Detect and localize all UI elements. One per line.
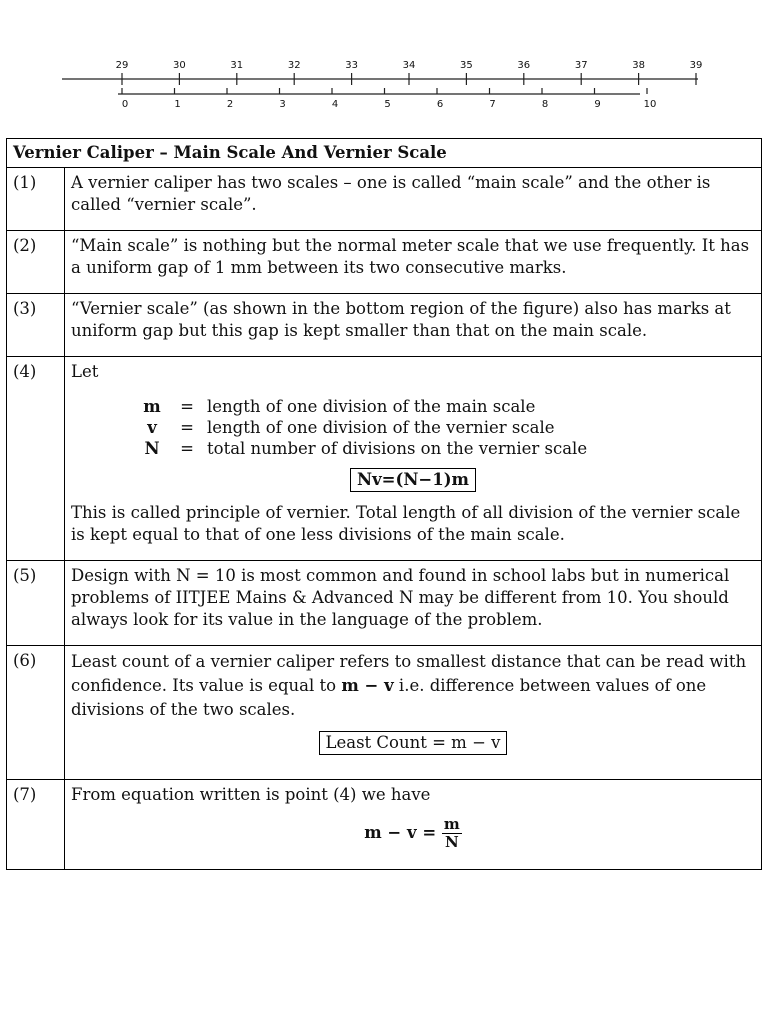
- vernier-principle-formula: Nv=(N−1)m: [350, 468, 476, 492]
- fraction: [442, 816, 462, 851]
- least-count-formula: Least Count = m − v: [319, 731, 508, 755]
- row-text: From equation written is point (4) we have: [71, 785, 431, 804]
- vernier-scale-label: 7: [489, 99, 496, 110]
- main-scale-label: 37: [574, 60, 588, 71]
- definition-equals: =: [180, 397, 194, 416]
- definition-row: [137, 438, 755, 459]
- table-row: [7, 357, 762, 561]
- row-number: (3): [7, 294, 65, 357]
- definition-equals: =: [180, 439, 194, 458]
- definition-text: total number of divisions on the vernier scale: [207, 439, 588, 458]
- row-text: This is called principle of vernier. Total length of all division of the vernier scale is kept equal to that of one less divisions of the main scale.: [71, 503, 741, 544]
- vernier-scale-label: 6: [436, 99, 444, 110]
- let-text: Let: [71, 362, 99, 381]
- vernier-scale-label: 5: [384, 99, 391, 110]
- row-text-continued: i.e. difference between values of one divisions of the two scales.: [71, 676, 707, 719]
- row-number: (1): [7, 168, 65, 231]
- main-scale-label: 29: [115, 60, 129, 71]
- vernier-scale-figure: [0, 0, 768, 130]
- main-scale-label: 31: [230, 60, 244, 71]
- row-number: (7): [7, 780, 65, 870]
- main-scale-label: 32: [287, 60, 301, 71]
- row-content: [65, 780, 762, 870]
- fraction-numerator: m: [443, 815, 460, 833]
- vernier-scale-label: 4: [331, 99, 339, 110]
- main-scale-label: 35: [460, 60, 473, 71]
- definition-text: length of one division of the vernier scale: [207, 418, 555, 437]
- row-number: (4): [7, 357, 65, 561]
- vernier-scale-label: 3: [279, 99, 286, 110]
- main-scale-label: 38: [632, 60, 645, 71]
- vernier-scale-label: 10: [643, 99, 657, 110]
- vernier-scale-label: 2: [226, 99, 234, 110]
- table-row: [7, 294, 762, 357]
- main-scale-label: 36: [517, 60, 531, 71]
- definition-symbol: N: [144, 439, 160, 458]
- inline-formula: m − v: [341, 676, 394, 695]
- definition-symbol: v: [147, 418, 157, 437]
- vernier-scale-label: 1: [174, 99, 181, 110]
- main-scale-label: 34: [402, 60, 416, 71]
- definition-equals: =: [180, 418, 194, 437]
- vernier-scale-label: 9: [594, 99, 601, 110]
- fraction-equation: [71, 816, 755, 851]
- vernier-scale-label: 8: [541, 99, 549, 110]
- row-text: A vernier caliper has two scales – one is called “main scale” and the other is called “vernier scale”.: [65, 168, 762, 231]
- main-scale-label: 33: [345, 60, 358, 71]
- definition-row: [137, 417, 755, 438]
- equation-lhs: m − v =: [364, 823, 437, 842]
- vernier-scale-label: 0: [121, 99, 129, 110]
- row-number: (5): [7, 561, 65, 646]
- row-content: [65, 646, 762, 780]
- table-row: [7, 780, 762, 870]
- definition-symbol: m: [143, 397, 161, 416]
- row-text: “Main scale” is nothing but the normal meter scale that we use frequently. It has a uniform gap of 1 mm between its two consecutive marks.: [65, 231, 762, 294]
- table-title: Vernier Caliper – Main Scale And Vernier Scale: [7, 139, 762, 168]
- row-number: (6): [7, 646, 65, 780]
- table-row: [7, 646, 762, 780]
- definition-text: length of one division of the main scale: [207, 397, 536, 416]
- main-scale-label: 39: [689, 60, 703, 71]
- table-row: [7, 231, 762, 294]
- fraction-denominator: N: [444, 833, 459, 851]
- row-text: “Vernier scale” (as shown in the bottom region of the figure) also has marks at uniform gap but this gap is kept smaller than that on the main scale.: [65, 294, 762, 357]
- definition-row: [137, 396, 755, 417]
- table-row: [7, 561, 762, 646]
- row-number: (2): [7, 231, 65, 294]
- definitions: [137, 396, 755, 459]
- row-text: Least count of a vernier caliper refers to smallest distance that can be read with confidence. Its value is equal to: [71, 652, 747, 695]
- row-content: [65, 357, 762, 561]
- table-row: [7, 168, 762, 231]
- main-scale-label: 30: [173, 60, 186, 71]
- row-text: Design with N = 10 is most common and found in school labs but in numerical problems of IITJEE Mains & Advanced N may be different from 10. You should always look for its value in the language of the problem.: [65, 561, 762, 646]
- vernier-table: [6, 138, 762, 870]
